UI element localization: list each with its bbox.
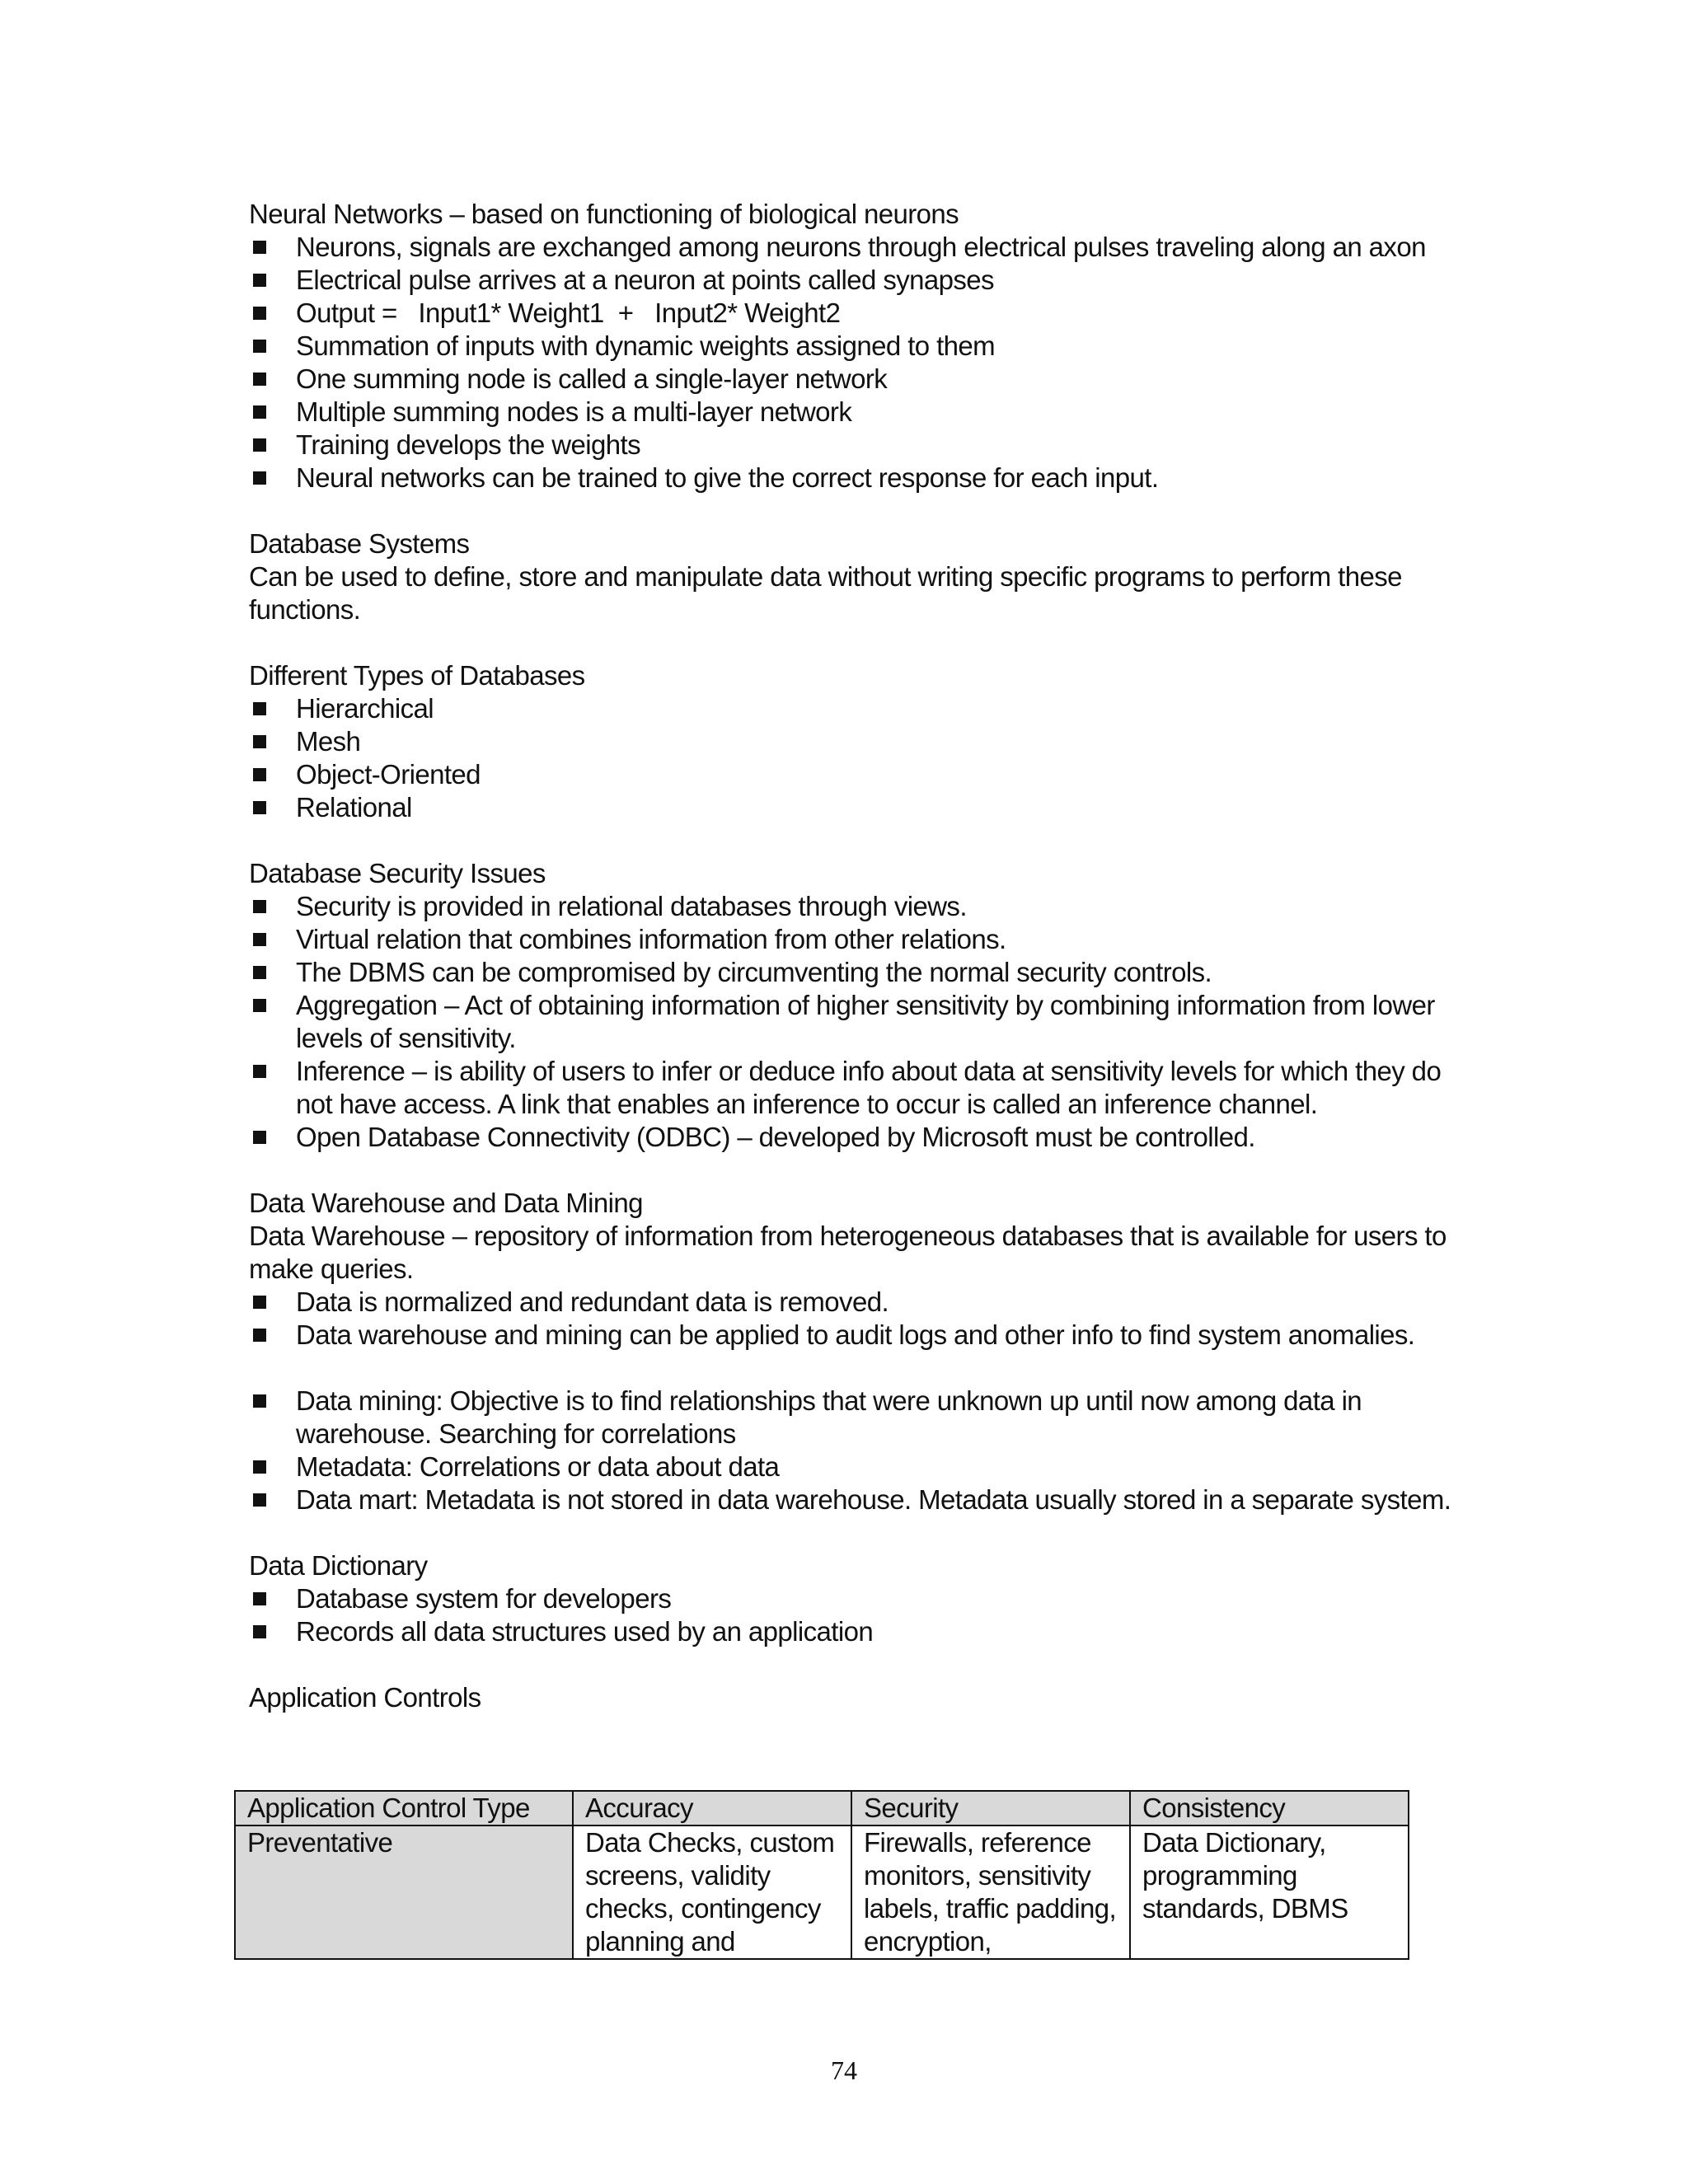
page-content (249, 198, 1452, 1714)
list-item (249, 1582, 1466, 1615)
square-bullet-icon (253, 274, 266, 287)
square-bullet-icon (253, 702, 266, 715)
list-item (249, 462, 1466, 494)
list-item (249, 231, 1466, 264)
application-controls-table-wrap (234, 1790, 1408, 1960)
list-item-text: Object-Oriented (296, 759, 481, 790)
database-systems-heading: Database Systems (249, 528, 470, 559)
list-item-text: Database system for developers (296, 1583, 672, 1614)
square-bullet-icon (253, 1592, 266, 1605)
square-bullet-icon (253, 1394, 266, 1408)
square-bullet-icon (253, 241, 266, 254)
database-systems-body: Can be used to define, store and manipulate data without writing specific programs to perform these functions. (249, 561, 1402, 625)
data-warehouse-list-a (249, 1286, 1452, 1352)
table-row-header-cell: Preventative (235, 1825, 573, 1959)
list-item-text: Multiple summing nodes is a multi-layer network (296, 396, 852, 427)
list-item-text: Inference – is ability of users to infer or deduce info about data at sensitivity levels for which they do not have access. A link that enables an inference to occur is called an inference channel. (296, 1056, 1442, 1119)
list-item-text: Metadata: Correlations or data about data (296, 1451, 780, 1482)
table-header-cell: Accuracy (573, 1791, 851, 1825)
square-bullet-icon (253, 999, 266, 1012)
list-item-text: Electrical pulse arrives at a neuron at points called synapses (296, 265, 994, 295)
list-item (249, 297, 1466, 330)
list-item (249, 429, 1466, 462)
list-item (249, 396, 1466, 429)
list-item-text: Training develops the weights (296, 429, 640, 460)
list-item-text: One summing node is called a single-layer network (296, 363, 888, 394)
list-item-text: Relational (296, 792, 412, 823)
list-item-text: Neurons, signals are exchanged among neurons through electrical pulses traveling along an axon (296, 232, 1426, 262)
square-bullet-icon (253, 768, 266, 781)
table-cell: Firewalls, reference monitors, sensitivity labels, traffic padding, encryption, (851, 1825, 1130, 1959)
list-item-text: Output = Input1* Weight1 + Input2* Weight2 (296, 298, 841, 328)
list-item-text: Aggregation – Act of obtaining information of higher sensitivity by combining information from lower levels of sensitivity. (296, 990, 1435, 1053)
list-item (249, 1615, 1466, 1648)
list-item (249, 890, 1466, 923)
list-item (249, 1286, 1466, 1319)
list-item-text: Security is provided in relational databases through views. (296, 891, 967, 921)
list-item-text: Hierarchical (296, 693, 434, 724)
square-bullet-icon (253, 340, 266, 353)
spacer (249, 1516, 1452, 1549)
spacer (249, 494, 1452, 527)
list-item (249, 1121, 1466, 1154)
table-header-cell: Application Control Type (235, 1791, 573, 1825)
list-item (249, 725, 1466, 758)
list-item (249, 1451, 1466, 1483)
square-bullet-icon (253, 801, 266, 814)
page-number: 74 (831, 2055, 857, 2085)
database-types-heading: Different Types of Databases (249, 660, 585, 691)
list-item-text: Data is normalized and redundant data is removed. (296, 1286, 889, 1317)
list-item (249, 1483, 1466, 1516)
list-item-text: Data mart: Metadata is not stored in data warehouse. Metadata usually stored in a separate system. (296, 1484, 1451, 1515)
neural-networks-heading: Neural Networks – based on functioning of biological neurons (249, 199, 959, 229)
square-bullet-icon (253, 1065, 266, 1078)
list-item-text: Data mining: Objective is to find relationships that were unknown up until now among data in warehouse. Searching for correlations (296, 1385, 1362, 1449)
square-bullet-icon (253, 735, 266, 748)
list-item-text: Records all data structures used by an application (296, 1616, 874, 1647)
square-bullet-icon (253, 966, 266, 979)
square-bullet-icon (253, 1329, 266, 1342)
list-item (249, 1319, 1466, 1352)
square-bullet-icon (253, 933, 266, 946)
list-item (249, 1055, 1466, 1121)
table-header-row (235, 1791, 1409, 1825)
square-bullet-icon (253, 471, 266, 485)
database-security-heading: Database Security Issues (249, 858, 546, 888)
list-item (249, 989, 1466, 1055)
neural-networks-list (249, 231, 1452, 494)
list-item (249, 923, 1466, 956)
list-item (249, 758, 1466, 791)
list-item-text: Summation of inputs with dynamic weights assigned to them (296, 330, 996, 361)
table-header-cell: Security (851, 1791, 1130, 1825)
application-controls-heading: Application Controls (249, 1682, 481, 1713)
database-types-list (249, 692, 1452, 824)
square-bullet-icon (253, 405, 266, 419)
data-dictionary-list (249, 1582, 1452, 1648)
square-bullet-icon (253, 307, 266, 320)
square-bullet-icon (253, 373, 266, 386)
square-bullet-icon (253, 438, 266, 452)
list-item-text: Mesh (296, 726, 361, 757)
data-warehouse-heading: Data Warehouse and Data Mining (249, 1188, 643, 1218)
square-bullet-icon (253, 1131, 266, 1144)
database-security-list (249, 890, 1452, 1154)
list-item-text: Virtual relation that combines information from other relations. (296, 924, 1006, 954)
list-item (249, 1385, 1466, 1451)
spacer (249, 1154, 1452, 1187)
list-item (249, 264, 1466, 297)
application-controls-table (234, 1790, 1409, 1960)
data-dictionary-heading: Data Dictionary (249, 1550, 428, 1581)
list-item (249, 956, 1466, 989)
list-item-text: Neural networks can be trained to give the correct response for each input. (296, 462, 1159, 493)
square-bullet-icon (253, 1625, 266, 1638)
spacer (249, 824, 1452, 857)
spacer (249, 626, 1452, 659)
list-item (249, 692, 1466, 725)
list-item-text: Open Database Connectivity (ODBC) – developed by Microsoft must be controlled. (296, 1122, 1255, 1152)
list-item (249, 791, 1466, 824)
square-bullet-icon (253, 1296, 266, 1309)
data-warehouse-body: Data Warehouse – repository of information from heterogeneous databases that is available for users to make queries. (249, 1221, 1447, 1284)
list-item-text: Data warehouse and mining can be applied to audit logs and other info to find system anomalies. (296, 1319, 1415, 1350)
square-bullet-icon (253, 1460, 266, 1474)
table-row (235, 1825, 1409, 1959)
square-bullet-icon (253, 1493, 266, 1507)
spacer (249, 1352, 1452, 1385)
data-warehouse-list-b (249, 1385, 1452, 1516)
list-item (249, 363, 1466, 396)
list-item-text: The DBMS can be compromised by circumventing the normal security controls. (296, 957, 1212, 987)
spacer (249, 1648, 1452, 1681)
table-header-cell: Consistency (1130, 1791, 1409, 1825)
list-item (249, 330, 1466, 363)
table-cell: Data Dictionary, programming standards, DBMS (1130, 1825, 1409, 1959)
table-cell: Data Checks, custom screens, validity checks, contingency planning and (573, 1825, 851, 1959)
square-bullet-icon (253, 900, 266, 913)
